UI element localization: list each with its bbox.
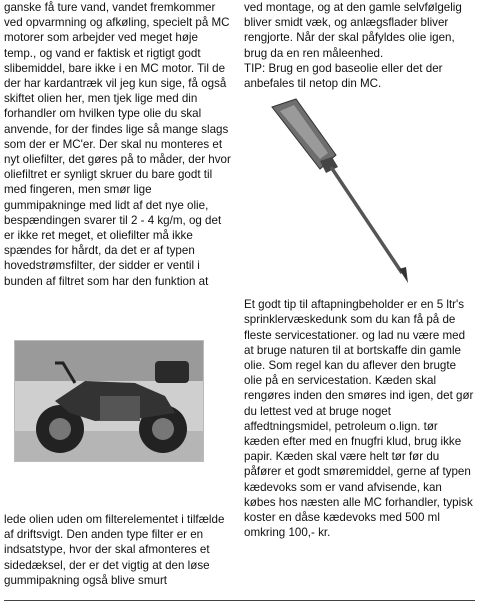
- right-column: [244, 0, 476, 540]
- left-column: [4, 0, 232, 588]
- right-paragraph-bottom: Et godt tip til aftapningbeholder er en 5 ltr's sprinklervæskedunk som du kan få på de fleste servicestationer. og lad nu være med at bruge naturen til at bortskaffe din gamle olie. Som regel kan du aflever den brugte olie på en servicestation. Kæden skal rengøres inden den smøres ind igen, det gør du lettest ved at bruge noget affedtningsmidel, petroleum o.lign. tør kæden efter med en fnugfri klud, brug ikke papir. Kæden skal være helt tør før du påfører et godt smøremiddel, gerne af typen kædevoks som er vand afvisende, kan købes hos næsten alle MC forhandler, typisk koster en dåse kædevoks med 500 ml omkring 100,- kr.: [244, 298, 474, 540]
- motorcycle-photo: [14, 340, 204, 462]
- motorcycle-icon: [15, 341, 204, 462]
- left-paragraph-bottom: lede olien uden om filterelementet i tilfælde af driftsvigt. Den anden type filter er en indsatstype, hvor der skal afmonteres et sidedæksel, der er det vigtig at den løse gummipakning også blive smurt: [4, 513, 225, 587]
- tip-text: TIP: Brug en god baseolie eller det der anbefales til netop din MC.: [244, 61, 443, 91]
- right-paragraph-top: ved montage, og at den gamle selvfølgelig bliver smidt væk, og anlægsflader bliver rengjorte. Når der skal påfyldes olie igen, brug da en ren måleenhed.: [244, 1, 462, 60]
- page-bottom-rule: [4, 600, 475, 601]
- left-paragraph-top: ganske få ture vand, vandet fremkommer ved opvarmning og afkøling, specielt på MC motorer som arbejder ved meget høje temp., og vand er faktisk et rigtigt godt slibemiddel, bare ikke i en MC motor. Til de der har kardantræk vil jeg kun sige, få også skiftet olien her, men tjek lige med din forhandler om hvilken type olie du skal anvende, for der findes lige så mange slags som der er MC'er. Der skal nu monteres et nyt oliefilter, det gøres på to måder, der hvor oliefiltret er synligt skruer du bare godt til med fingeren, men smør lige gummipakninge med lidt af det nye olie, bespændingen svarer til 2 - 4 kg/m, og det er ikke ret meget, et oliefilter må ikke spændes for hårdt, da det er af typen hovedstrømsfilter, der sidder er ventil i bunden af filtret som har den funktion at: [4, 1, 231, 288]
- screwdriver-photo: [244, 97, 468, 287]
- screwdriver-icon: [244, 97, 468, 287]
